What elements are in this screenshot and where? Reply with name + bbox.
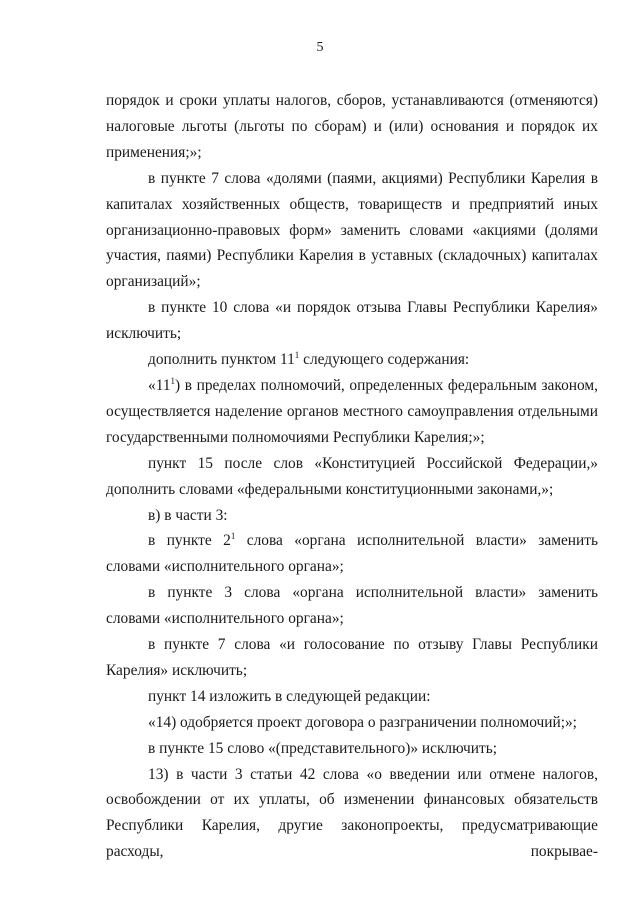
paragraph <box>106 88 598 166</box>
page-number: 5 <box>316 40 324 55</box>
paragraph-text: порядок и сроки уплаты налогов, сборов, устанавливаются (отменяются) налоговые льготы (льготы по сборам) и (или) основания и порядок их применения;»; <box>106 92 598 161</box>
paragraph-text: в пункте 7 слова «и голосование по отзыву Главы Республики Карелия» исключить; <box>106 636 598 679</box>
paragraph <box>106 736 598 762</box>
paragraph <box>106 451 598 503</box>
paragraph <box>106 528 598 580</box>
paragraph <box>106 347 598 373</box>
paragraph-text: пункт 14 изложить в следующей редакции: <box>148 687 431 705</box>
paragraph-text: в пункте 3 слова «органа исполнительной власти» заменить словами «исполнительного органа»; <box>106 584 598 628</box>
paragraph <box>106 580 598 632</box>
paragraph-text: слова «органа исполнительной власти» заменить словами «исполнительного органа»; <box>106 532 598 576</box>
paragraph <box>106 710 598 736</box>
paragraph-text: ) в пределах полномочий, определенных федеральным законом, осуществляется наделение органов местного самоуправления отдельными государственными полномочиями Республики Карелия;»; <box>106 376 598 446</box>
paragraph-text: в пункте 2 <box>148 532 231 550</box>
paragraph <box>106 373 598 451</box>
paragraph <box>106 166 598 296</box>
paragraph-text: «14) одобряется проект договора о разграничении полномочий;»; <box>148 713 577 731</box>
paragraph-text: в пункте 15 слово «(представительного)» исключить; <box>148 739 498 757</box>
paragraph-text: пункт 15 после слов «Конституцией Российской Федерации,» дополнить словами «федеральными конституционными законами,»; <box>106 454 598 498</box>
paragraph <box>106 684 598 710</box>
paragraph-text: в пункте 10 слова «и порядок отзыва Главы Республики Карелия» исключить; <box>106 299 598 343</box>
paragraph-text: в пункте 7 слова «долями (паями, акциями) Республики Карелия в капиталах хозяйственных обществ, товариществ и предприятий иных организационно-правовых форм» заменить словами «акциями (долями участия, паями) Республики Карелия в уставных (складочных) капиталах организаций»; <box>106 169 598 291</box>
paragraph-text: 13) в части 3 статьи 42 слова «о введении или отмене налогов, освобождении от их уплаты, об изменении финансовых обязательств Республики Карелия, другие законопроекты, предусматривающие расходы, покрывае- <box>106 765 598 861</box>
superscript: 1 <box>294 350 300 361</box>
paragraph-text: следующего содержания: <box>299 351 470 369</box>
paragraph <box>106 295 598 347</box>
paragraph <box>106 632 598 684</box>
paragraph-text: в) в части 3: <box>148 506 228 524</box>
paragraph <box>106 503 598 529</box>
paragraph-text: дополнить пунктом 11 <box>148 351 295 369</box>
superscript: 1 <box>170 375 176 386</box>
document-body <box>106 88 598 865</box>
superscript: 1 <box>230 531 236 542</box>
paragraph <box>106 762 598 866</box>
paragraph-text: «11 <box>148 376 171 394</box>
